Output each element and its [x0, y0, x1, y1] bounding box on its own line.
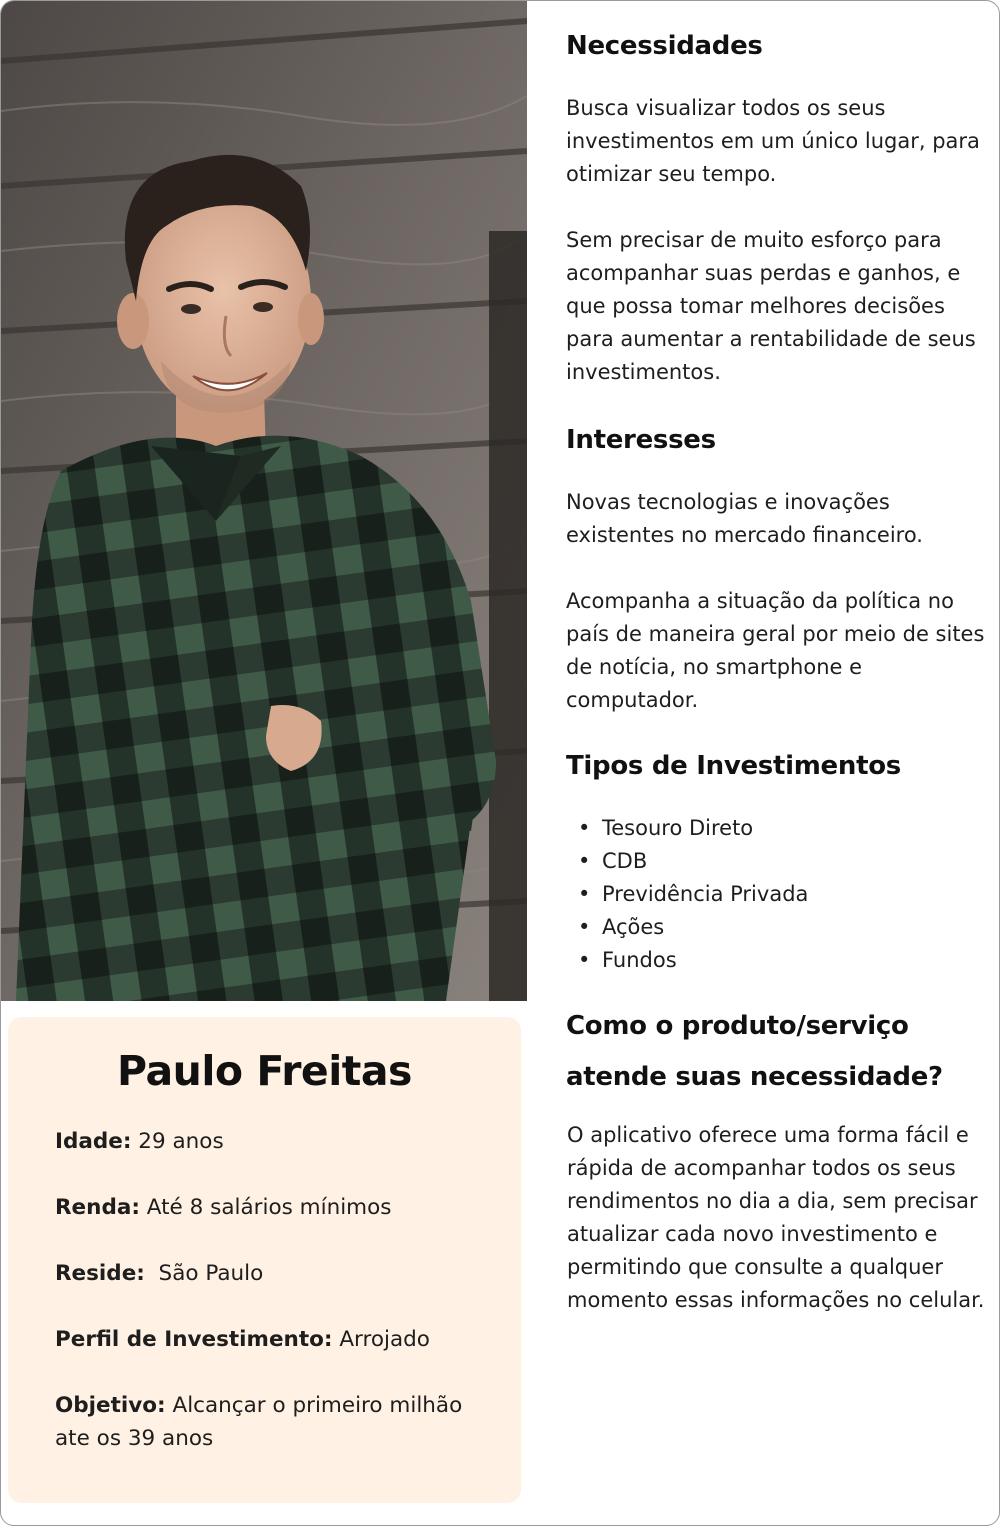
section-investment-types: [566, 751, 991, 781]
needs-paragraph: Busca visualizar todos os seus investimentos em um único lugar, para otimizar seu tempo.: [566, 96, 980, 186]
persona-facts: [55, 1125, 495, 1488]
investment-types-list-wrap: [566, 812, 991, 977]
bullet-icon: •: [578, 849, 591, 873]
fact-investor-profile-value: Arrojado: [332, 1327, 430, 1352]
fact-age: [55, 1125, 495, 1158]
section-interests: [566, 425, 991, 455]
fact-investor-profile: [55, 1323, 495, 1356]
fact-income-label: Renda:: [55, 1195, 140, 1220]
list-item: [566, 911, 991, 944]
bullet-icon: •: [578, 816, 591, 840]
fact-age-value: 29 anos: [131, 1129, 224, 1154]
list-item-label: Fundos: [602, 948, 677, 972]
list-item-label: Previdência Privada: [602, 882, 809, 906]
bullet-icon: •: [578, 915, 591, 939]
fact-investor-profile-label: Perfil de Investimento:: [55, 1327, 333, 1352]
persona-photo: [1, 1, 527, 1001]
section-investment-types-title: Tipos de Investimentos: [566, 751, 901, 781]
section-needs: [566, 31, 991, 61]
persona-name: Paulo Freitas: [117, 1047, 412, 1095]
list-item-label: Ações: [602, 915, 665, 939]
fact-residence-label: Reside:: [55, 1261, 145, 1286]
list-item: [566, 845, 991, 878]
fact-goal: [55, 1389, 495, 1455]
fact-residence-value: São Paulo: [144, 1261, 264, 1286]
fact-income: [55, 1191, 495, 1224]
list-item-label: Tesouro Direto: [602, 816, 754, 840]
section-how-product-helps: [566, 1001, 991, 1103]
persona-profile-box: [8, 1017, 521, 1503]
persona-photo-illustration: [1, 1, 527, 1001]
bullet-icon: •: [578, 882, 591, 906]
section-interests-body: [566, 486, 991, 717]
interests-paragraph: Novas tecnologias e inovações existentes no mercado financeiro.: [566, 490, 923, 547]
needs-paragraph: Sem precisar de muito esforço para acompanhar suas perdas e ganhos, e que possa tomar melhores decisões para aumentar a rentabilidade de seus investimentos.: [566, 228, 976, 384]
investment-types-list: [566, 812, 991, 977]
fact-residence: [55, 1257, 495, 1290]
fact-income-value: Até 8 salários mínimos: [139, 1195, 392, 1220]
fact-goal-value: Alcançar o primeiro milhão ate os 39 anos: [55, 1393, 463, 1451]
list-item: [566, 812, 991, 845]
fact-goal-label: Objetivo:: [55, 1393, 166, 1418]
fact-age-label: Idade:: [55, 1129, 132, 1154]
list-item: [566, 878, 991, 911]
section-needs-title: Necessidades: [566, 31, 763, 61]
how-product-helps-paragraph: O aplicativo oferece uma forma fácil e rápida de acompanhar todos os seus rendimentos no dia a dia, sem precisar atualizar cada novo investimento e permitindo que consulte a qualquer momento essas informações no celular.: [567, 1123, 985, 1312]
section-interests-title: Interesses: [566, 425, 716, 455]
section-needs-body: [566, 92, 991, 389]
list-item-label: CDB: [602, 849, 648, 873]
section-how-product-helps-title: Como o produto/serviço atende suas necessidade?: [566, 1011, 943, 1092]
interests-paragraph: Acompanha a situação da política no país de maneira geral por meio de sites de notícia, no smartphone e computador.: [566, 589, 985, 712]
list-item: [566, 944, 991, 977]
bullet-icon: •: [578, 948, 591, 972]
section-how-product-helps-body: [567, 1119, 992, 1317]
